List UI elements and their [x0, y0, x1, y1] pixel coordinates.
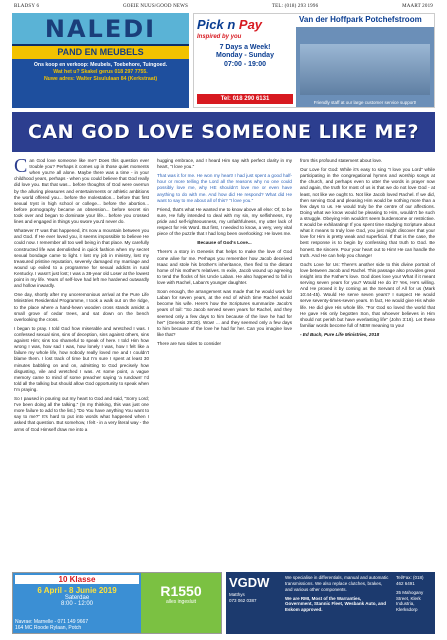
article-headline: CAN GOD LOVE SOMEONE LIKE ME?	[12, 112, 435, 152]
article-paragraph	[157, 341, 292, 347]
issue-date: MAART 2019	[402, 3, 433, 9]
article-paragraph	[300, 167, 435, 259]
school-contact	[15, 619, 88, 631]
article-signature: - Ed Buch, Pure Life Ministries, 2018	[300, 331, 380, 337]
naledi-title: NALEDI	[12, 13, 189, 46]
logo-part-b: Pay	[235, 17, 263, 32]
paragraph-text: Friend, that's what He wanted me to know above all else: Of, to be sure, He fully intended to deal with my sin, my selfishness, my pride and self-righteousness, my unfaithfulness, my utter lack of respect for His Word. But first, I needed to know, a very, very vital piece of the puzzle that I had long been overlooking: He loves me.	[157, 206, 292, 237]
naledi-line3: Nuwe adres: Walter Sisululaan 84 (Kerkstraat)	[43, 76, 158, 83]
vgdw-contact	[226, 572, 282, 634]
paragraph-text: So I paused in pouring out my heart to God and said, "Sorry Lord; I've been doing all the talking." (In my thinking, this was just one more failure to add to the list.) "Do You have anything You want to say to me?" It's hard to put into words what happened when I asked that question. But somehow, I felt - in a very literal way - the arms of God Himself draw me into a	[14, 396, 149, 432]
article-column-1	[14, 158, 149, 568]
naledi-subtitle: PAND EN MEUBELS	[12, 46, 189, 59]
naledi-line2: Wat het u? Skakel gerus 018 297 7755.	[53, 69, 148, 76]
picknpay-hours-value: 07:00 - 19:00	[223, 60, 267, 68]
picknpay-logo	[197, 17, 293, 32]
article-paragraph	[14, 326, 149, 393]
article-paragraph	[300, 262, 435, 329]
picknpay-tel: Tel: 018 290 6131	[197, 94, 293, 104]
school-address: 164 MC Roode Rylaan, Potch	[15, 625, 82, 631]
picknpay-photo-panel	[296, 14, 434, 107]
picknpay-slogan: Inspired by you	[197, 34, 242, 40]
article-paragraph	[157, 158, 292, 170]
paragraph-text: That was it for me. He won my heart! I had just spent a good half-hour or more telling the Lord all the reasons why no one could possibly love me, why HE shouldn't love me or even have anything to do with me. And how did He respond? What did He want to say to me about all of this? "I love you."	[157, 173, 292, 203]
article-body	[14, 158, 435, 568]
drop-cap: C	[14, 158, 28, 177]
vgdw-address	[393, 572, 435, 634]
vgdw-services	[282, 572, 393, 634]
header-tel: TEL: (018) 293 1996	[271, 3, 319, 9]
paragraph-text: from this profound statement about love.	[300, 158, 383, 163]
school-price-note: alles ingesluit	[165, 599, 197, 605]
vgdw-tel: Tel/Fax: (018) 462 6491	[396, 575, 424, 586]
naledi-line1: Ons koop en verkoop: Meubels, Toebehore, Tuingoed.	[33, 62, 168, 68]
paragraph-text: an God love someone like me? Does this question ever trouble you? Perhaps it comes up in those quiet moments when you're all alone. Maybe there was a time - in your childhood years, perhaps - when you could believe that God really did love you. But that was... before thoughts of God were overrun by the alluring pleasures and entertainments or athletic ambitions the world offered you... before the molestation... before that first sexual tryst in high school or college... before the abortion... before pornography became an obsession... before secret sin took over and began to dominate your life... before you crossed lines and engaged in things you swore you'd never do.	[14, 158, 149, 225]
article-paragraph	[14, 158, 149, 225]
vgdw-street: 35 Mahogany Street, Klerk Industria, Klerksdorp	[396, 589, 424, 613]
vgdw-brands: We are RMI, Most of the Warranties, Government, Stannic Fleet, Wesbank Auto, and Eskom approved.	[285, 595, 387, 613]
picknpay-hours	[197, 44, 293, 69]
article-paragraph	[157, 173, 292, 204]
bottom-ads	[12, 572, 435, 634]
school-time: 8:00 - 12:00	[60, 601, 94, 607]
vgdw-logo: VGDW	[229, 575, 270, 590]
article-paragraph	[157, 207, 292, 238]
picknpay-ad	[193, 13, 435, 108]
school-price: R1550	[160, 583, 202, 599]
page-number: BLADSY 6	[14, 3, 40, 9]
paragraph-text: There's a story in Genesis that helps to make the love of God come alive for me. Perhaps you remember how Jacob deceived Isaac and stole his brother's inheritance, then fled to the distant home of his mother's relatives. In exile, Jacob wound up agreeing to tend the flocks of his Uncle Laban. He also happened to fall in love with Rachel, Laban's younger daughter.	[157, 249, 292, 285]
school-grade: 10 Klasse	[15, 575, 139, 584]
naledi-body	[12, 59, 189, 86]
paragraph-text: Whatever IT was that happened, it's now a mountain between you and God. If He ever loved you, it seems impossible to believe He could now. I remember all too well being in that place. My carefully constructed life was demolished in quick fashion when my secret sexual bondage came to light. I lost my job in ministry, lost my treasured pristine reputation, severely damaged my marriage and wound up exiled to a programme for sexual addicts in rural Kentucky. I wasn't just lost; I was a 38-year old Loser at the lowest point in my life. Years of self-love had left me hardened outwardly and hollow inwardly.	[14, 228, 149, 289]
vgdw-contact-name: Matthys	[229, 591, 245, 597]
staff-photo	[300, 44, 430, 95]
article-paragraph	[300, 158, 435, 164]
paragraph-text: hugging embrace, and I heard Him say with perfect clarity in my heart, "I love you."	[157, 158, 292, 170]
article-paragraph	[157, 289, 292, 338]
paragraph-text: Our Love for God: While it's easy to sing "I love you Lord" while participating in the congregational hymns and worship songs at the church, and perhaps even to utter the words in prayer now and again, the truth for most of us is that we do not love God - at least, not like we ought to. Not like Jacob loved Rachel. If we did, then serving God and pleasing Him would be nothing more than a few days to us. He would truly be the centre of our affections. Doing what we know would be pleasing to Him, wouldn't be such a struggle. Obeying Him wouldn't seem burdensome or restrictive. It would be exhilarating! If you spent time studying Scripture about what it means to truly love God, you just might discover that your love for Him is pretty weak and superficial. If that is the case, the best response is to begin by confessing that truth to God. Be honest. Be sincere. Pour your heart out to Him! He can handle the truth. And He can help you change!	[300, 167, 435, 258]
paragraph-text: I began to pray. I told God how miserable and wretched I was. I confessed sexual sins, sins of deception, sins against others, sins against Him; sins too shameful to speak of here. I told Him how wrong I was, how sad I was, how lonely I was, how I felt like a failure my whole life, how nobody really loved me and I couldn't blame them. I lost track of time but I'm sure I spent at least 30 minutes babbling on and on, admitting to God precisely how disgusting, vile and wretched I was. At some point, a vague memory came to mind of some preacher saying ‘a rundown’ I'd told all the talking but should allow God opportunity to speak when I'm praying.	[14, 325, 149, 392]
paragraph-text: Soon enough, the arrangement was made that he would work for Laban for seven years, at the end of which time Rachel would become his wife. Here's how the Scriptures summarize Jacob's years of toil: "So Jacob served seven years for Rachel, and they seemed only a few days to him because of the love he had for her" (Genesis 29:20). Wow! ... and they seemed only a few days to him because of the love he had for her. Can you imagine love like that?	[157, 289, 292, 337]
paragraph-text: God's Love for Us: There's another side to this divine portrait of love between Jacob and Rachel. This passage also provides great insight into the Father's love. God does love you! What if it meant serving seven years for you? Would He do it? Yes, He's willing. And He proved it by coming as the Servant of All for us (Mark 10:44-45). Would He serve seven years? I suspect He would serve seventy-times-seven years. In fact, He would give His whole life. He did give His whole life. "For God so loved the world that He gave His only begotten Son, that whoever believes in Him should not perish but have everlasting life" (John 3:16). Let these familiar words become full of NEW meaning to you!	[300, 261, 435, 328]
logo-part-a: Pick n	[197, 17, 236, 32]
vgdw-contact-tel: 073 062 0387	[229, 597, 257, 603]
article-paragraph	[157, 249, 292, 286]
picknpay-days: 7 Days a Week!	[219, 44, 271, 51]
paragraph-text: There are two sides to consider	[157, 340, 222, 346]
article-subheading: Because of God's Love...	[197, 240, 252, 246]
top-ads	[12, 13, 435, 108]
article-paragraph	[14, 396, 149, 433]
picknpay-info	[194, 14, 296, 107]
article-paragraph	[14, 228, 149, 289]
article-column-3	[300, 158, 435, 568]
school-ad	[12, 572, 222, 634]
school-price-panel	[141, 573, 221, 633]
paper-name: GOEIE NUUS/GOOD NEWS	[122, 3, 189, 9]
school-ad-info	[13, 573, 141, 633]
vgdw-specialise: We specialise in differentials, manual and automatic transmissions. We also replace clutches, brakes, and various other components.	[285, 575, 389, 592]
picknpay-store: Van der Hoffpark Potchefstroom	[296, 14, 434, 27]
school-dates: 6 April - 8 Junie 2019	[37, 586, 117, 595]
article-column-2	[157, 158, 292, 568]
vgdw-ad	[226, 572, 435, 634]
page-header	[0, 0, 447, 12]
picknpay-hours-label: Monday - Sunday	[216, 52, 274, 60]
school-day: Saterdae	[64, 595, 90, 601]
paragraph-text: One day, shortly after my unceremonious arrival at the Pure Life Ministries Residential Programme, I took a walk out on the ridge, to the place where a hand-hewn wooden cross stands amidst a small grove of cedar trees, and sat down on the bench overlooking the cross.	[14, 292, 149, 322]
naledi-ad	[12, 13, 189, 108]
article-paragraph	[14, 292, 149, 323]
school-tel: Navrae: Marnelle - 071 149 9667	[15, 619, 89, 625]
photo-caption: Friendly staff at our large customer service support!	[313, 100, 417, 105]
